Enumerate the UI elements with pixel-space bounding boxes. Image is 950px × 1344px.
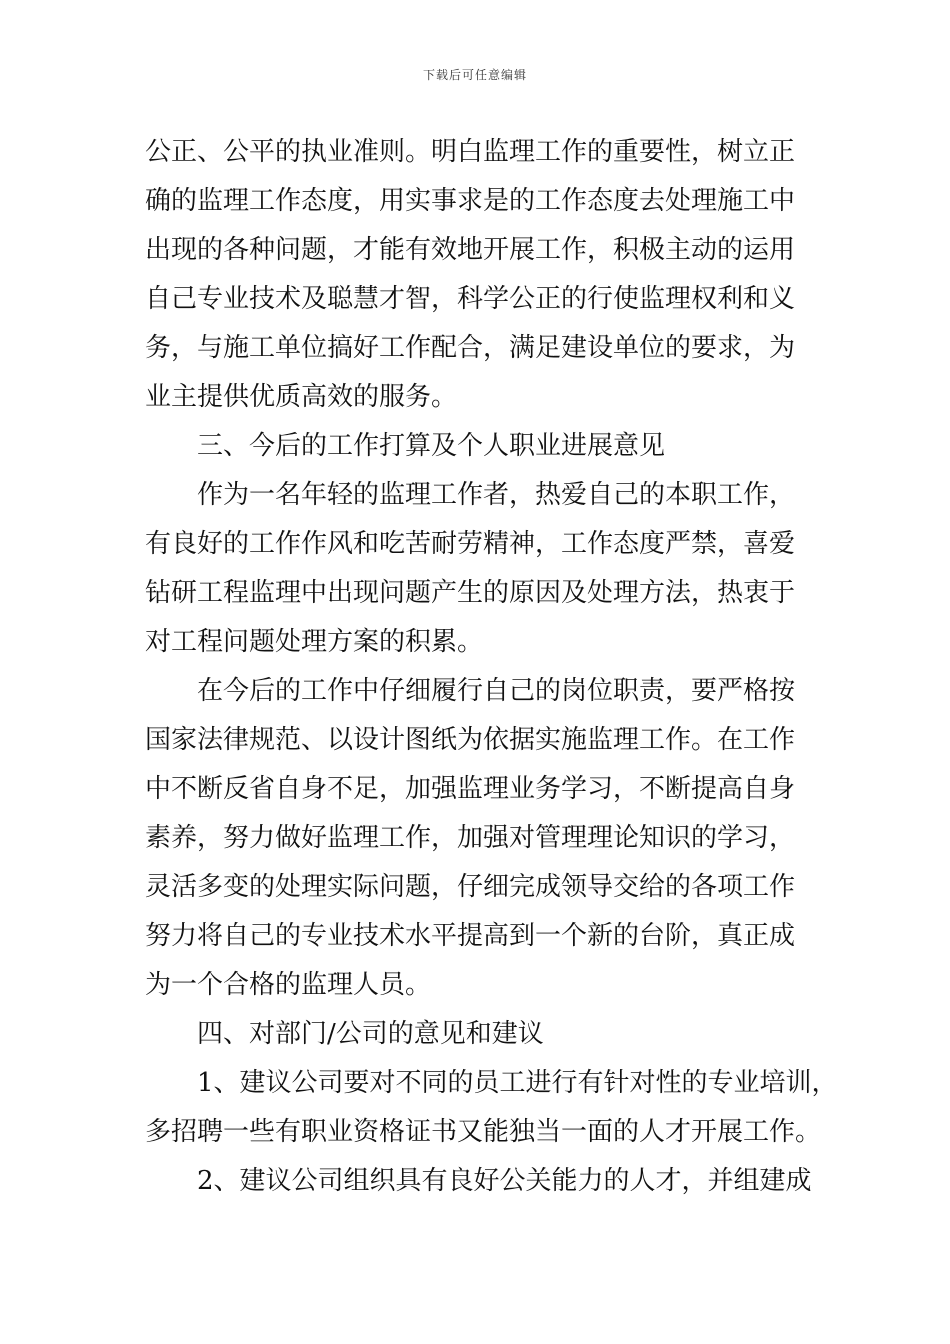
document-body	[145, 128, 838, 1206]
text-line: 务，与施工单位搞好工作配合，满足建设单位的要求，为	[145, 333, 796, 363]
text-line: 有良好的工作作风和吃苦耐劳精神，工作态度严禁，喜爱	[145, 529, 796, 559]
text-line: 灵活多变的处理实际问题，仔细完成领导交给的各项工作	[145, 872, 796, 902]
section-heading: 三、今后的工作打算及个人职业进展意见	[197, 431, 666, 461]
text-line: 2、建议公司组织具有良好公关能力的人才，并组建成	[197, 1166, 812, 1196]
text-line: 为一个合格的监理人员。	[145, 970, 432, 1000]
text-line: 1、建议公司要对不同的员工进行有针对性的专业培训，	[197, 1068, 838, 1098]
text-line: 国家法律规范、以设计图纸为依据实施监理工作。在工作	[145, 725, 796, 755]
text-line: 公正、公平的执业准则。明白监理工作的重要性，树立正	[145, 137, 796, 167]
text-line: 自己专业技术及聪慧才智，科学公正的行使监理权利和义	[145, 284, 796, 314]
text-line: 作为一名年轻的监理工作者，热爱自己的本职工作，	[197, 480, 796, 510]
text-line: 确的监理工作态度，用实事求是的工作态度去处理施工中	[145, 186, 796, 216]
text-line: 出现的各种问题，才能有效地开展工作，积极主动的运用	[145, 235, 796, 265]
section-heading: 四、对部门/公司的意见和建议	[197, 1019, 544, 1049]
text-line: 多招聘一些有职业资格证书又能独当一面的人才开展工作。	[145, 1117, 822, 1147]
text-line: 对工程问题处理方案的积累。	[145, 627, 484, 657]
text-line: 钻研工程监理中出现问题产生的原因及处理方法，热衷于	[145, 578, 796, 608]
text-line: 在今后的工作中仔细履行自己的岗位职责，要严格按	[197, 676, 796, 706]
text-line: 中不断反省自身不足，加强监理业务学习，不断提高自身	[145, 774, 796, 804]
text-line: 努力将自己的专业技术水平提高到一个新的台阶，真正成	[145, 921, 796, 951]
text-line: 业主提供优质高效的服务。	[145, 382, 458, 412]
text-line: 素养，努力做好监理工作，加强对管理理论知识的学习，	[145, 823, 796, 853]
header-note: 下载后可任意编辑	[422, 68, 527, 82]
